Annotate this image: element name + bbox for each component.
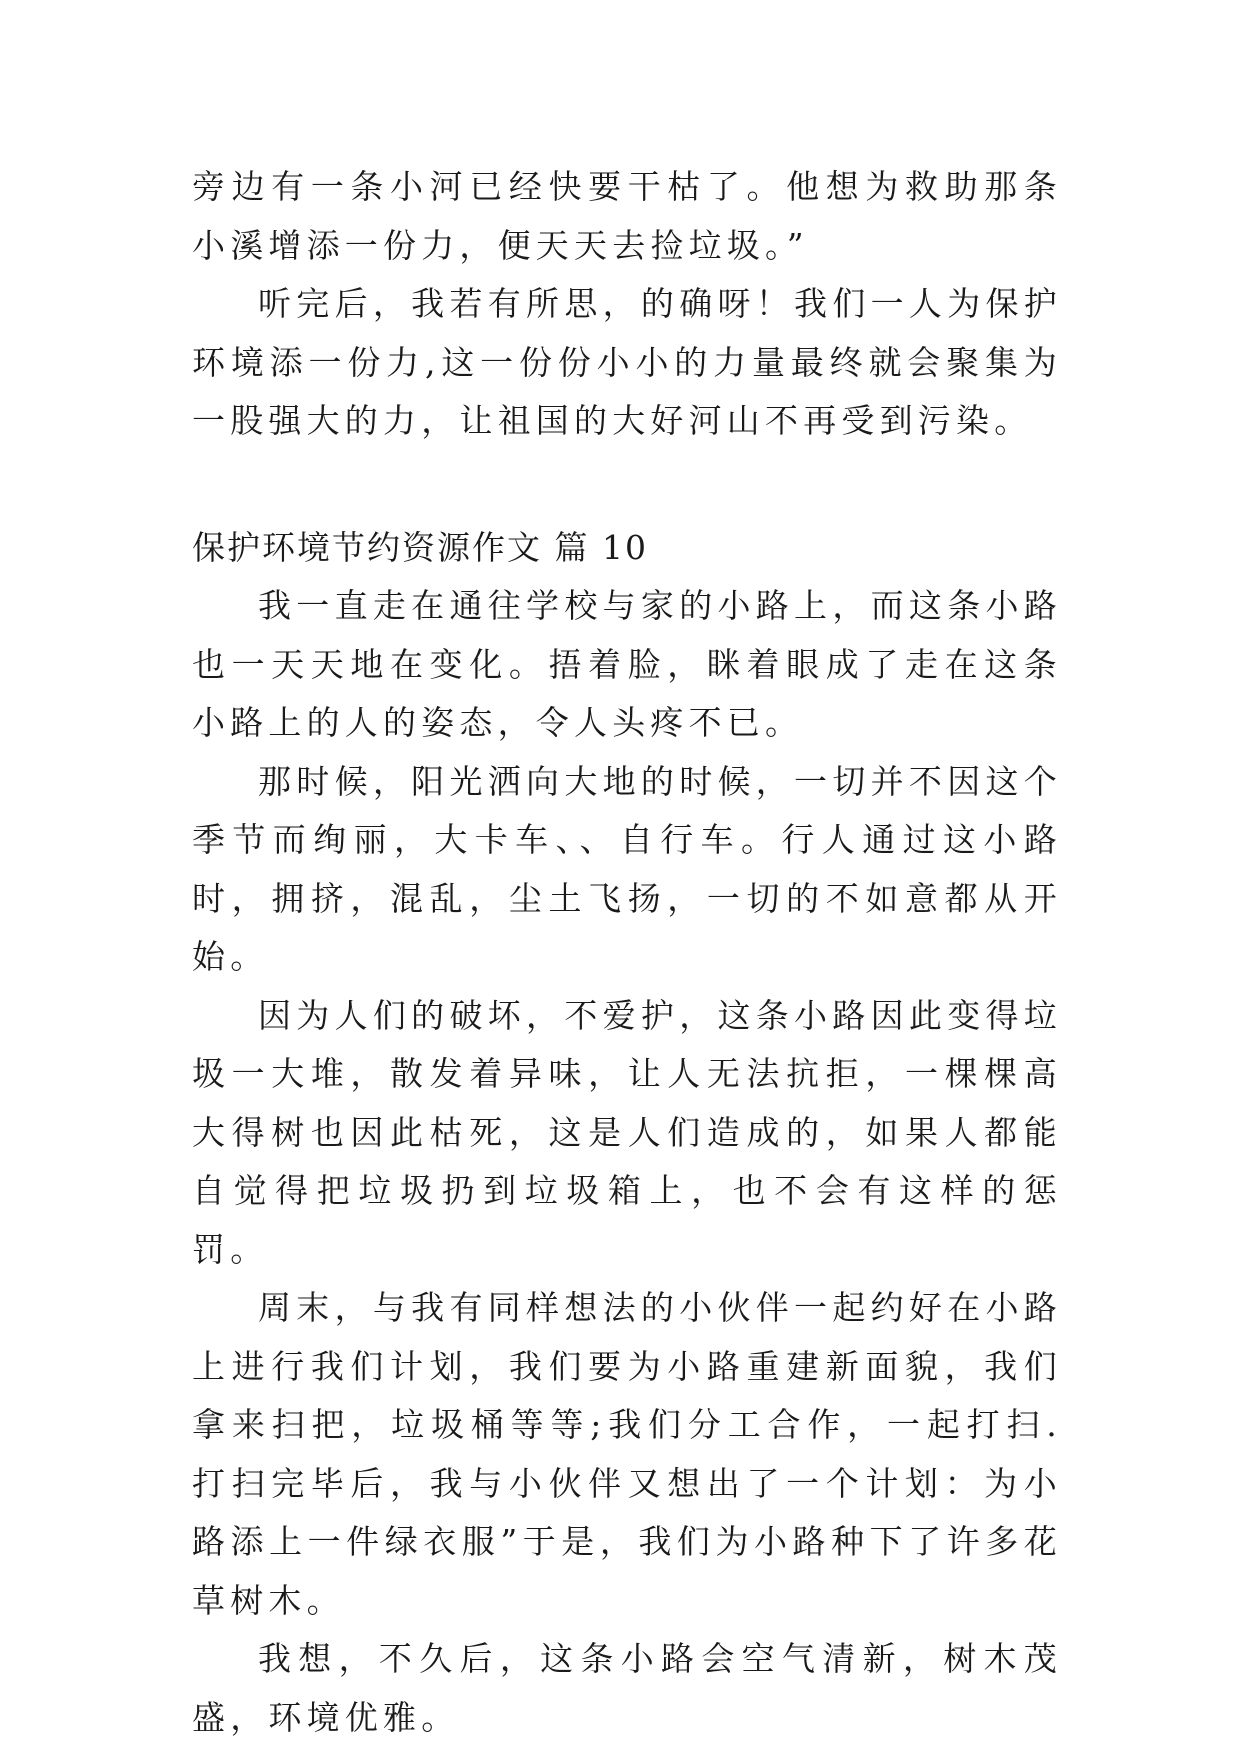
document-body (192, 158, 1062, 1747)
section-title: 保护环境节约资源作文 篇 10 (192, 527, 648, 567)
paragraph: 我想，不久后，这条小路会空气清新，树木茂盛，环境优雅。 (192, 1639, 1062, 1737)
paragraph: 听完后，我若有所思，的确呀！我们一人为保护环境添一份力,这一份份小小的力量最终就会聚集为一股强大的力，让祖国的大好河山不再受到污染。 (192, 284, 1062, 440)
paragraph-continued: 旁边有一条小河已经快要干枯了。他想为救助那条小溪增添一份力，便天天去捡垃圾。” (192, 167, 1062, 265)
paragraph: 那时候，阳光洒向大地的时候，一切并不因这个季节而绚丽，大卡车、、自行车。行人通过这小路时，拥挤，混乱，尘土飞扬，一切的不如意都从开始。 (192, 761, 1062, 976)
paragraph: 周末，与我有同样想法的小伙伴一起约好在小路上进行我们计划，我们要为小路重建新面貌，我们拿来扫把，垃圾桶等等;我们分工合作，一起打扫.打扫完毕后，我与小伙伴又想出了一个计划：为小路添上一件绿衣服”于是，我们为小路种下了许多花草树木。 (192, 1288, 1062, 1620)
paragraph: 因为人们的破坏，不爱护，这条小路因此变得垃圾一大堆，散发着异味，让人无法抗拒，一棵棵高大得树也因此枯死，这是人们造成的，如果人都能自觉得把垃圾扔到垃圾箱上，也不会有这样的惩罚。 (192, 995, 1062, 1269)
paragraph: 我一直走在通往学校与家的小路上，而这条小路也一天天地在变化。捂着脸，眯着眼成了走在这条小路上的人的姿态，令人头疼不已。 (192, 586, 1062, 742)
